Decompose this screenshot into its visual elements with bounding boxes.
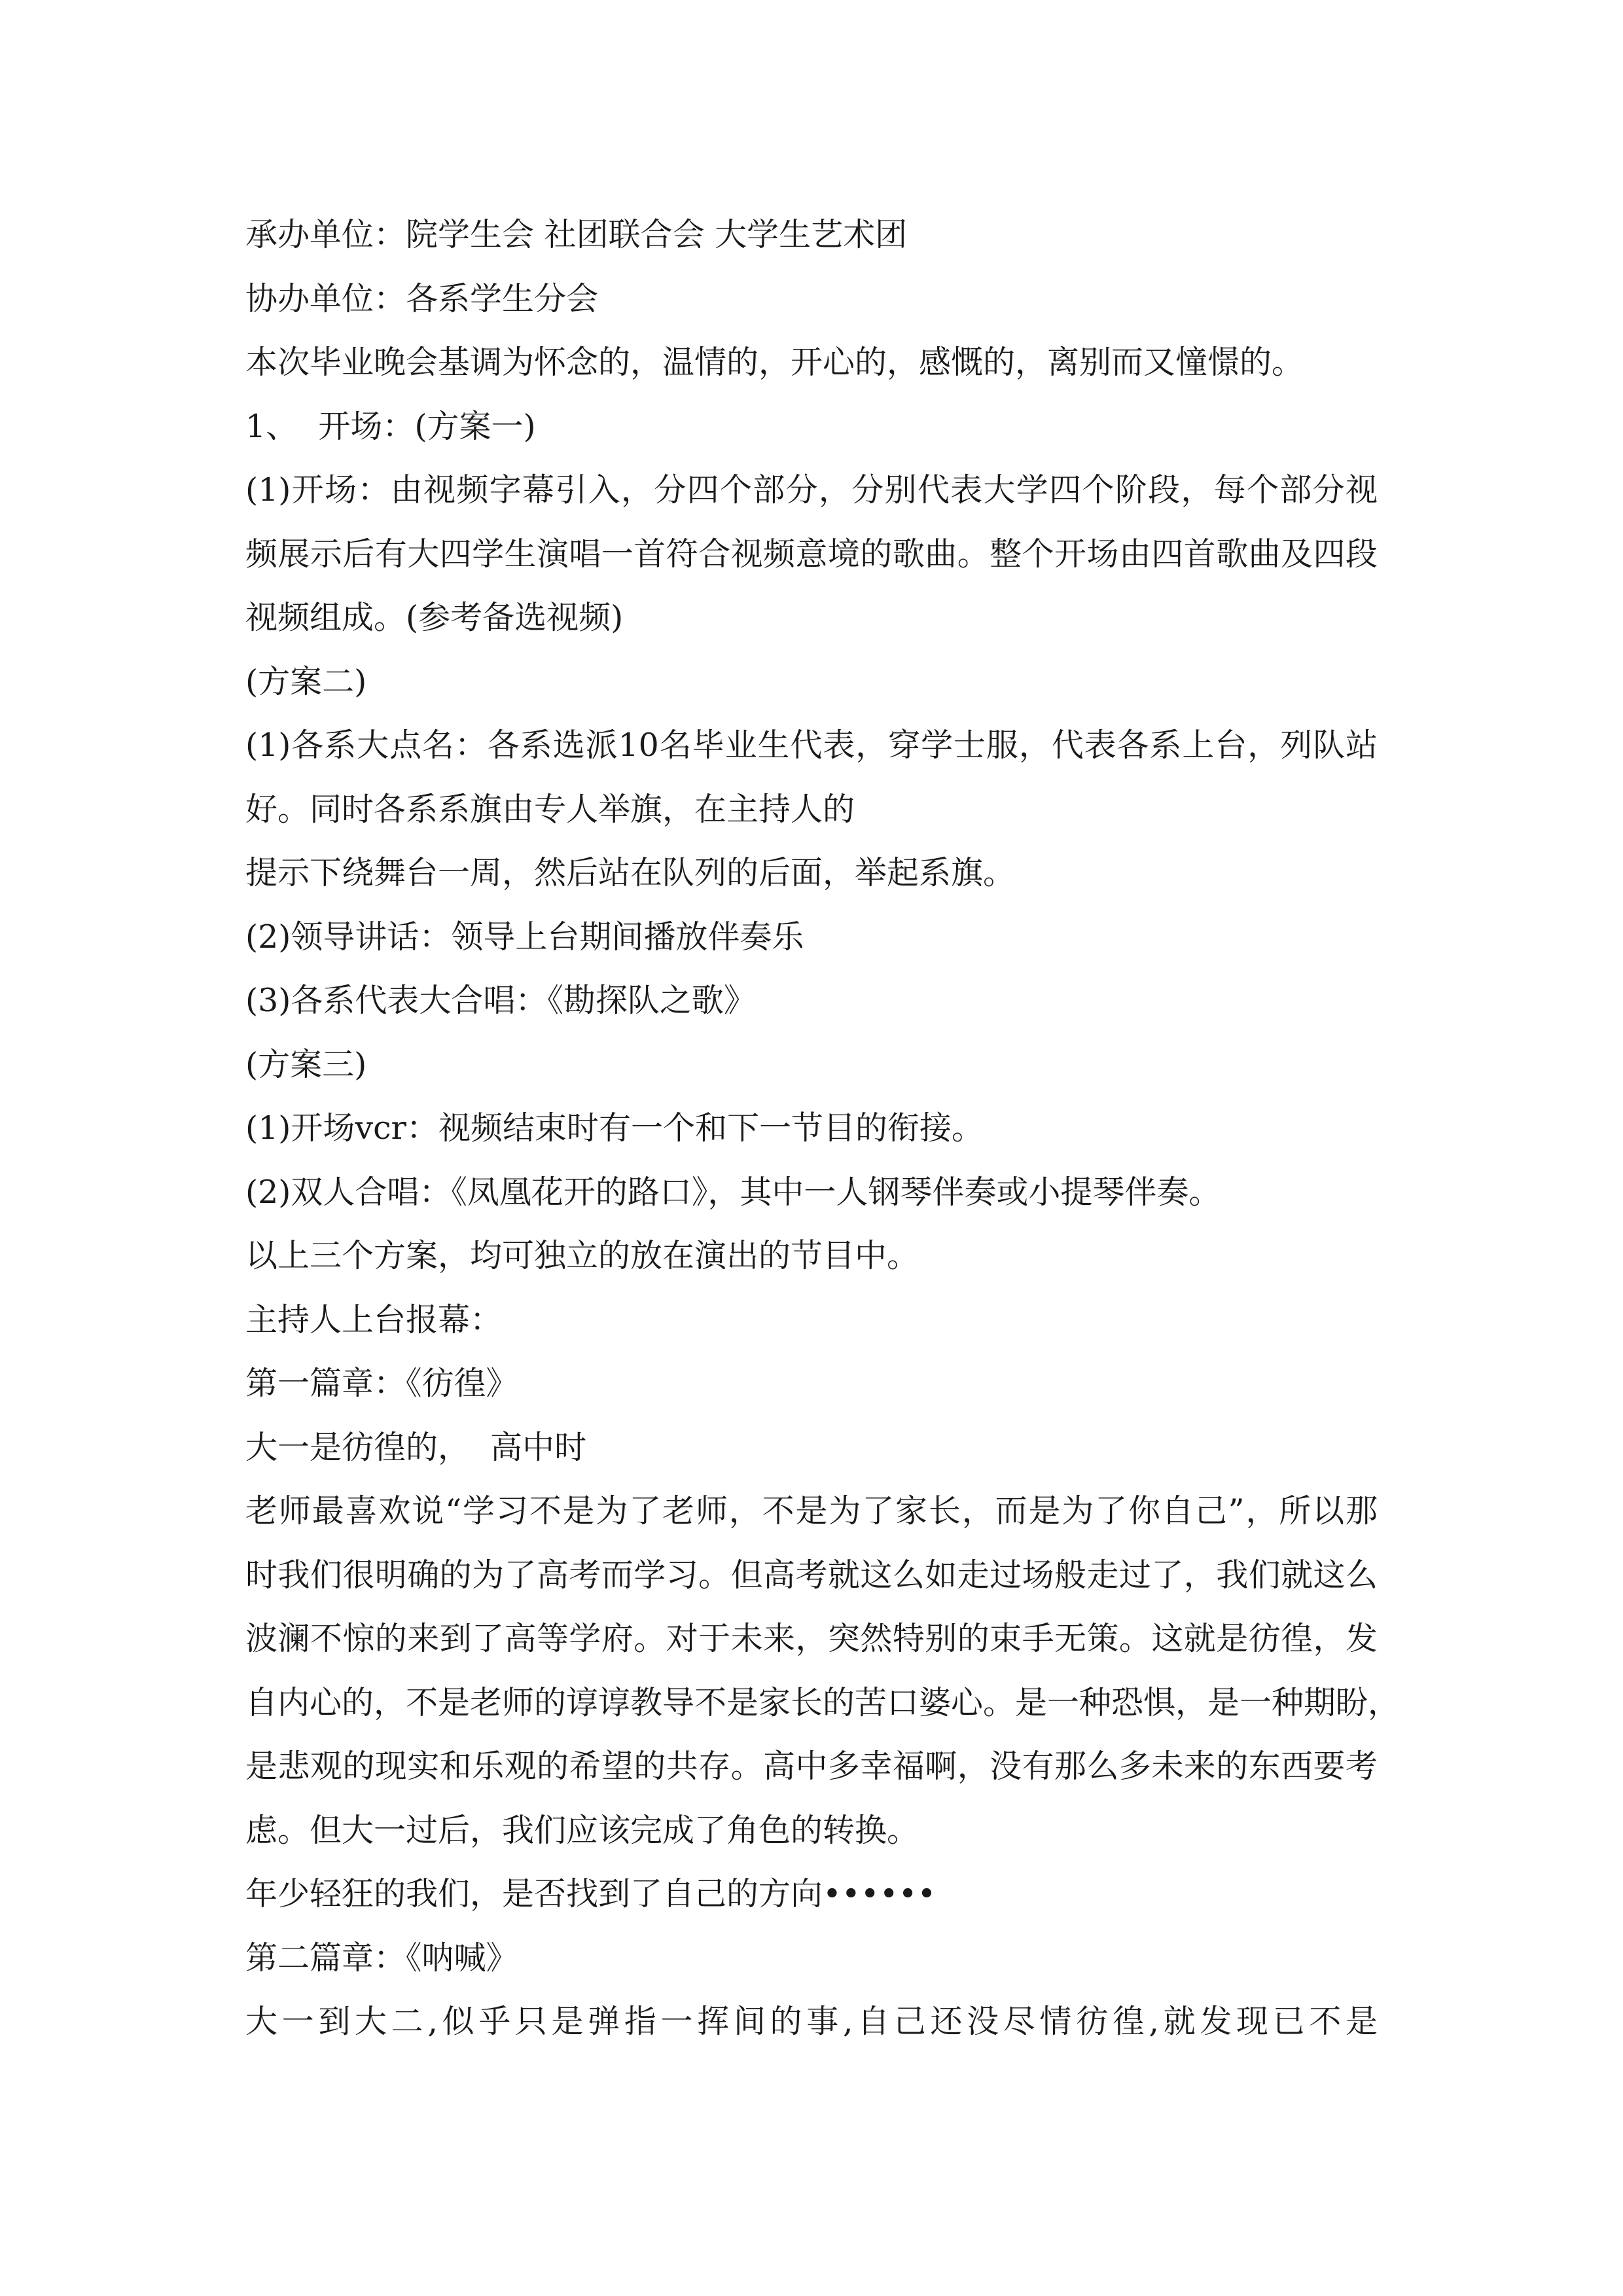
paragraph-line: 主持人上台报幕： [245,1300,503,1338]
section-heading: 1、 开场：(方案一) [245,407,536,445]
paragraph-line: 波澜不惊的来到了高等学府。对于未来，突然特别的束手无策。这就是彷徨，发 [245,1620,1378,1657]
organizer-line: 承办单位：院学生会 社团联合会 大学生艺术团 [245,216,908,253]
paragraph-line: 大一是彷徨的， 高中时 [245,1428,587,1466]
paragraph-line: 老师最喜欢说“学习不是为了老师，不是为了家长，而是为了你自己”，所以那 [245,1492,1378,1530]
plan-heading: (方案二) [245,662,367,700]
paragraph-line: (1)开场：由视频字幕引入，分四个部分，分别代表大学四个阶段，每个部分视 [245,471,1378,509]
paragraph-line: (2)领导讲话：领导上台期间播放伴奏乐 [245,918,804,956]
paragraph-line: 年少轻狂的我们，是否找到了自己的方向•••••• [245,1875,936,1912]
paragraph-line: 自内心的，不是老师的谆谆教导不是家长的苦口婆心。是一种恐惧，是一种期盼， [245,1683,1400,1721]
paragraph-line: 提示下绕舞台一周，然后站在队列的后面，举起系旗。 [245,854,1016,891]
paragraph-line: (1)开场vcr：视频结束时有一个和下一节目的衔接。 [245,1109,984,1147]
chapter-heading: 第二篇章：《呐喊》 [245,1939,518,1977]
paragraph-line: 频展示后有大四学生演唱一首符合视频意境的歌曲。整个开场由四首歌曲及四段 [245,535,1378,573]
paragraph-line: 好。同时各系系旗由专人举旗，在主持人的 [245,790,855,828]
paragraph-line: 虑。但大一过后，我们应该完成了角色的转换。 [245,1811,919,1849]
paragraph-line: 大一到大二,似乎只是弹指一挥间的事,自己还没尽情彷徨,就发现已不是 [245,2003,1378,2040]
chapter-heading: 第一篇章：《彷徨》 [245,1365,518,1402]
paragraph-line: 本次毕业晚会基调为怀念的，温情的，开心的，感慨的，离别而又憧憬的。 [245,344,1304,381]
paragraph-line: (3)各系代表大合唱：《勘探队之歌》 [245,982,756,1019]
plan-heading: (方案三) [245,1045,367,1083]
paragraph-line: 时我们很明确的为了高考而学习。但高考就这么如走过场般走过了，我们就这么 [245,1556,1378,1594]
document-body [245,203,1400,2054]
paragraph-line: 是悲观的现实和乐观的希望的共存。高中多幸福啊，没有那么多未来的东西要考 [245,1748,1378,1785]
paragraph-line: 以上三个方案，均可独立的放在演出的节目中。 [245,1237,919,1274]
paragraph-line: (2)双人合唱：《凤凰花开的路口》，其中一人钢琴伴奏或小提琴伴奏。 [245,1173,1221,1211]
paragraph-line: 视频组成。(参考备选视频) [245,599,624,636]
paragraph-line: (1)各系大点名：各系选派10名毕业生代表，穿学士服，代表各系上台，列队站 [245,726,1378,764]
co-organizer-line: 协办单位：各系学生分会 [245,279,599,317]
